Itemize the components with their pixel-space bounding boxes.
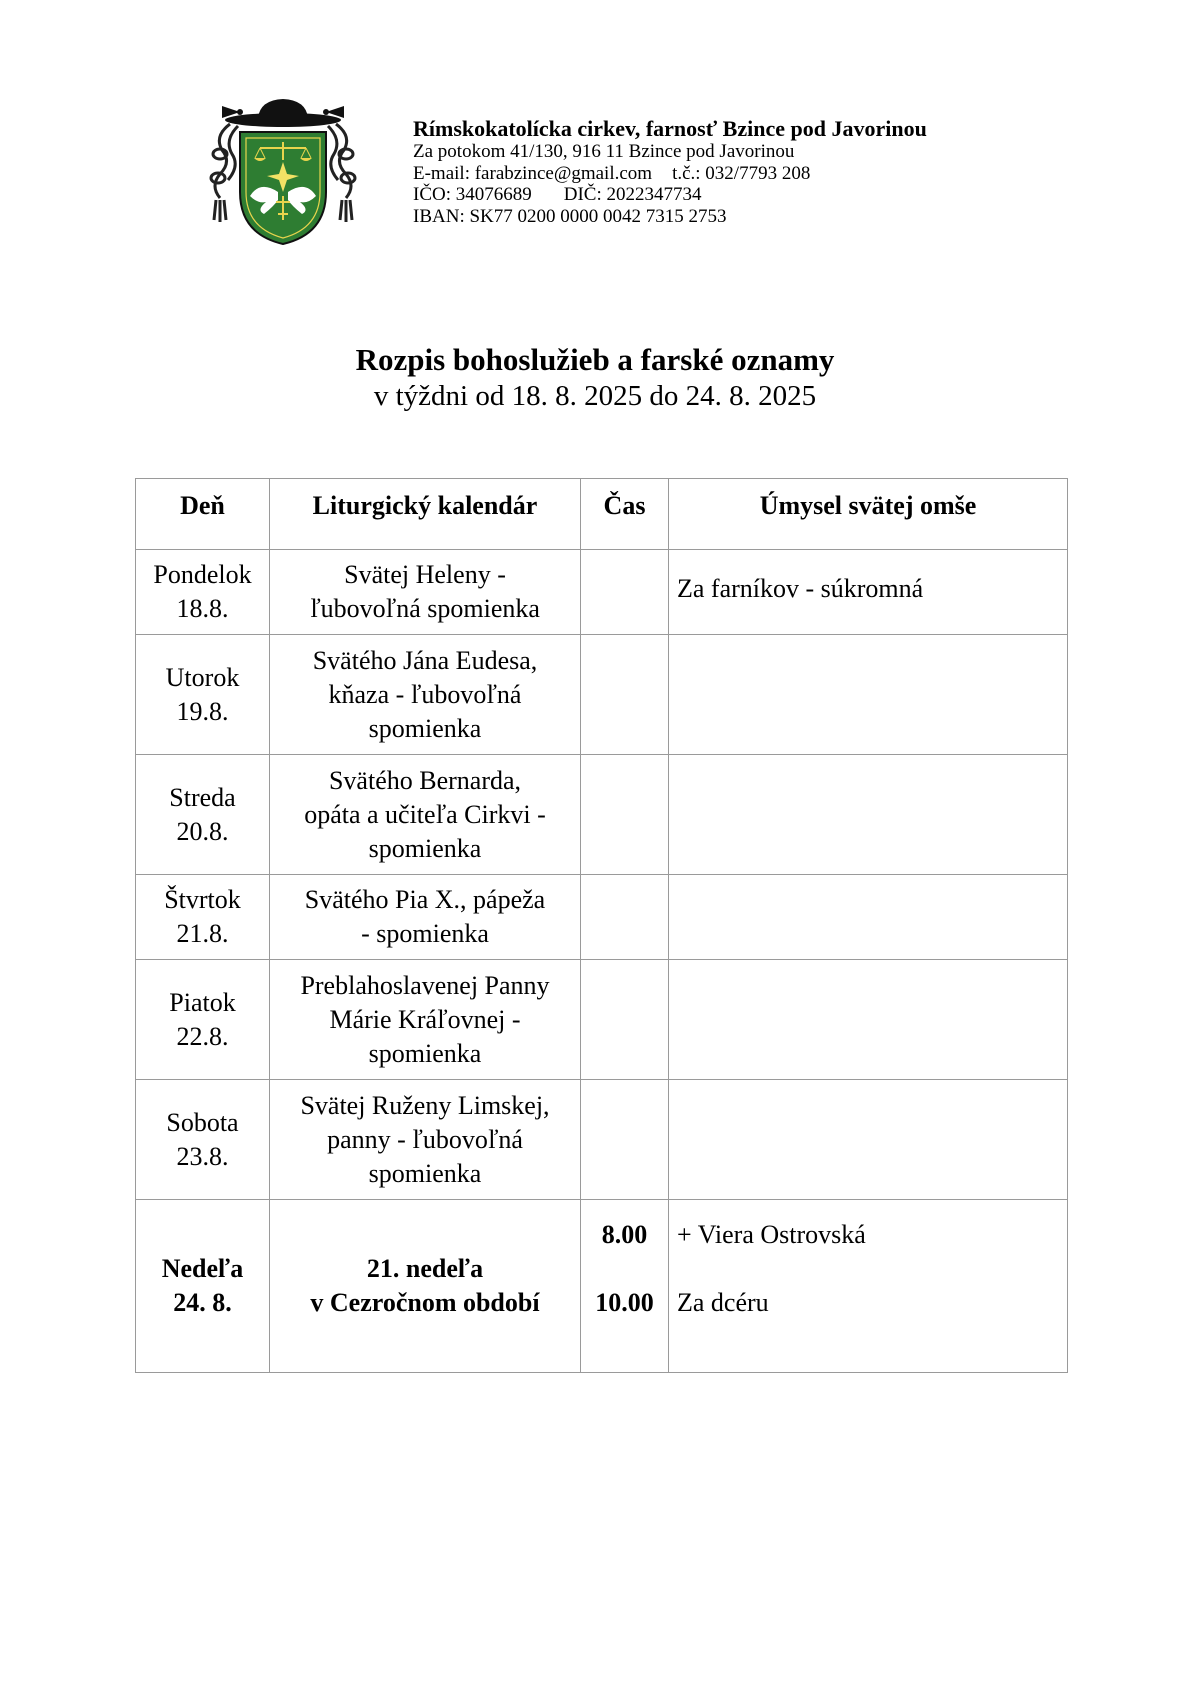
table-row bbox=[136, 875, 1068, 960]
liturgical-cell bbox=[270, 635, 581, 755]
day-cell bbox=[136, 635, 270, 755]
day-cell bbox=[136, 755, 270, 875]
intention-cell bbox=[669, 635, 1068, 755]
table-row bbox=[136, 960, 1068, 1080]
liturgical-cell bbox=[270, 1200, 581, 1373]
time-cell bbox=[581, 1200, 669, 1373]
time-cell bbox=[581, 875, 669, 960]
liturgical-line: Svätej Ruženy Limskej, bbox=[300, 1090, 550, 1120]
ico: IČO: 34076689 bbox=[413, 184, 532, 205]
table-row bbox=[136, 1080, 1068, 1200]
liturgical-line: Márie Kráľovnej - bbox=[329, 1004, 521, 1034]
day-name: Piatok bbox=[169, 987, 236, 1017]
title-week-range: v týždni od 18. 8. 2025 do 24. 8. 2025 bbox=[373, 380, 817, 412]
intention-cell bbox=[669, 755, 1068, 875]
liturgical-line: spomienka bbox=[368, 1038, 482, 1068]
day-date: 19.8. bbox=[176, 696, 229, 726]
liturgical-cell bbox=[270, 960, 581, 1080]
liturgical-line: Svätého Bernarda, bbox=[328, 765, 522, 795]
day-cell bbox=[136, 1200, 270, 1373]
table-header-row bbox=[136, 479, 1068, 550]
table-row bbox=[136, 550, 1068, 635]
mass-time: 10.00 bbox=[595, 1288, 654, 1317]
liturgical-line: Svätej Heleny - bbox=[344, 560, 506, 589]
intention-cell bbox=[669, 960, 1068, 1080]
header-intention: Úmysel svätej omše bbox=[669, 479, 1068, 550]
table-row bbox=[136, 755, 1068, 875]
organization-name: Rímskokatolícka cirkev, farnosť Bzince pod Javorinou bbox=[413, 116, 927, 141]
liturgical-line: spomienka bbox=[368, 713, 482, 743]
liturgical-line: Preblahoslavenej Panny bbox=[300, 970, 550, 1000]
liturgical-cell bbox=[270, 755, 581, 875]
liturgical-line: - spomienka bbox=[361, 919, 489, 948]
document-title bbox=[0, 342, 1190, 414]
time-cell bbox=[581, 1080, 669, 1200]
liturgical-cell bbox=[270, 550, 581, 635]
liturgical-cell bbox=[270, 1080, 581, 1200]
day-cell bbox=[136, 960, 270, 1080]
header-day: Deň bbox=[136, 479, 270, 550]
day-cell bbox=[136, 1080, 270, 1200]
title-main: Rozpis bohoslužieb a farské oznamy bbox=[355, 342, 835, 377]
time-cell bbox=[581, 550, 669, 635]
liturgical-line: opáta a učiteľa Cirkvi - bbox=[304, 799, 546, 829]
day-name: Štvrtok bbox=[164, 885, 241, 914]
intention-cell bbox=[669, 1080, 1068, 1200]
email: E-mail: farabzince@gmail.com bbox=[413, 162, 653, 184]
intention-cell: Za farníkov - súkromná bbox=[669, 550, 1068, 635]
contact-line bbox=[413, 163, 927, 185]
day-name: Pondelok bbox=[153, 560, 252, 589]
time-cell bbox=[581, 635, 669, 755]
day-date: 22.8. bbox=[176, 1021, 229, 1051]
day-cell bbox=[136, 875, 270, 960]
liturgical-line: spomienka bbox=[368, 833, 482, 863]
liturgical-line: spomienka bbox=[368, 1158, 482, 1188]
liturgical-line: Svätého Jána Eudesa, bbox=[312, 645, 538, 675]
day-date: 24. 8. bbox=[173, 1288, 232, 1317]
liturgical-line: 21. nedeľa bbox=[366, 1254, 484, 1283]
day-name: Sobota bbox=[166, 1107, 239, 1137]
liturgical-line: kňaza - ľubovoľná bbox=[328, 679, 522, 709]
parish-header bbox=[413, 117, 927, 227]
mass-schedule-table bbox=[135, 478, 1068, 1373]
table-row-sunday bbox=[136, 1200, 1068, 1373]
time-cell bbox=[581, 755, 669, 875]
tax-ids bbox=[413, 184, 927, 206]
intention-cell bbox=[669, 875, 1068, 960]
day-name: Nedeľa bbox=[161, 1254, 244, 1283]
liturgical-line: ľubovoľná spomienka bbox=[310, 594, 540, 623]
dic: DIČ: 2022347734 bbox=[563, 184, 702, 205]
phone: t.č.: 032/7793 208 bbox=[672, 162, 811, 184]
header-liturgical-calendar: Liturgický kalendár bbox=[270, 479, 581, 550]
day-date: 18.8. bbox=[176, 594, 229, 623]
time-cell bbox=[581, 960, 669, 1080]
day-date: 23.8. bbox=[176, 1141, 229, 1171]
liturgical-line: panny - ľubovoľná bbox=[327, 1124, 523, 1154]
mass-intention: + Viera Ostrovská bbox=[677, 1220, 866, 1249]
liturgical-cell bbox=[270, 875, 581, 960]
address: Za potokom 41/130, 916 11 Bzince pod Javorinou bbox=[413, 141, 795, 162]
day-date: 21.8. bbox=[176, 919, 229, 948]
header-time: Čas bbox=[581, 479, 669, 550]
table-row bbox=[136, 635, 1068, 755]
day-name: Streda bbox=[169, 782, 236, 812]
liturgical-line: Svätého Pia X., pápeža bbox=[304, 885, 546, 914]
iban: IBAN: SK77 0200 0000 0042 7315 2753 bbox=[413, 205, 727, 227]
day-date: 20.8. bbox=[176, 816, 229, 846]
intention-cell bbox=[669, 1200, 1068, 1373]
day-cell bbox=[136, 550, 270, 635]
mass-time: 8.00 bbox=[601, 1220, 648, 1249]
mass-intention: Za dcéru bbox=[677, 1288, 769, 1317]
parish-coat-of-arms bbox=[208, 96, 358, 248]
day-name: Utorok bbox=[165, 662, 240, 692]
liturgical-line: v Cezročnom období bbox=[310, 1288, 540, 1317]
